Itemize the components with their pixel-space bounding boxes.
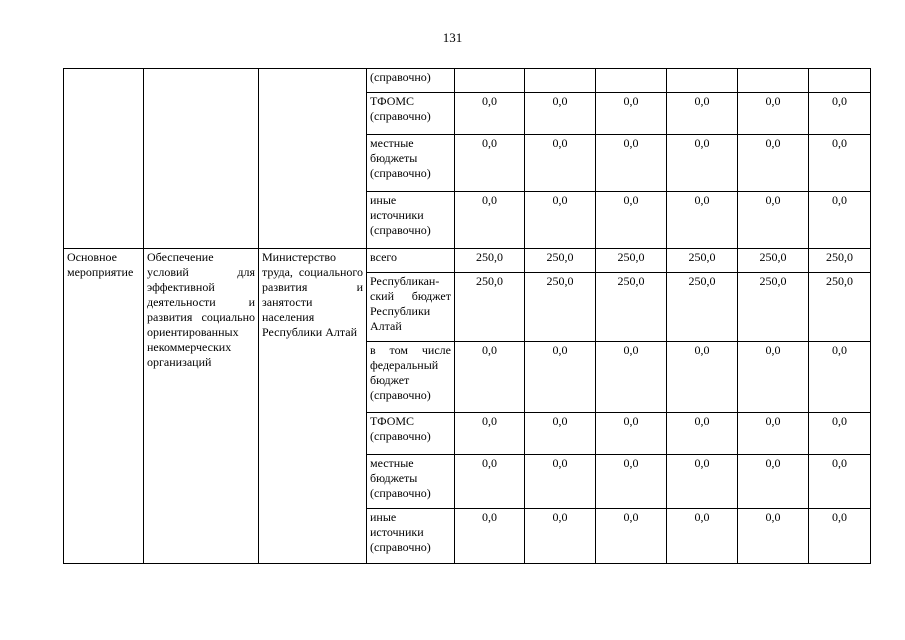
measure-type-cell: Основное мероприятие xyxy=(64,249,144,564)
funding-source-cell: всего xyxy=(367,249,455,273)
value-cell: 0,0 xyxy=(738,342,809,413)
value-cell: 0,0 xyxy=(667,342,738,413)
value-cell: 0,0 xyxy=(738,192,809,249)
value-cell: 0,0 xyxy=(525,509,596,564)
value-cell: 0,0 xyxy=(455,135,525,192)
value-cell: 0,0 xyxy=(667,455,738,509)
value-cell: 250,0 xyxy=(455,249,525,273)
name-cell-empty xyxy=(144,69,259,249)
value-cell: 0,0 xyxy=(525,93,596,135)
value-cell: 0,0 xyxy=(455,455,525,509)
value-cell xyxy=(809,69,871,93)
value-cell xyxy=(455,69,525,93)
table-row xyxy=(64,69,871,93)
value-cell: 0,0 xyxy=(455,413,525,455)
value-cell: 0,0 xyxy=(596,413,667,455)
value-cell: 0,0 xyxy=(667,135,738,192)
measure-name-cell: Обеспечение условий для эффективной деятельности и развития социально ориентированных некоммерческих организаций xyxy=(144,249,259,564)
value-cell: 0,0 xyxy=(455,509,525,564)
value-cell: 250,0 xyxy=(738,249,809,273)
value-cell: 0,0 xyxy=(667,413,738,455)
value-cell: 0,0 xyxy=(809,342,871,413)
funding-source-cell: в том числе федеральный бюджет (справочно) xyxy=(367,342,455,413)
value-cell: 0,0 xyxy=(525,192,596,249)
funding-source-cell: Республикан-ский бюджет Республики Алтай xyxy=(367,273,455,342)
funding-source-cell: местные бюджеты (справочно) xyxy=(367,135,455,192)
value-cell: 0,0 xyxy=(809,135,871,192)
value-cell: 250,0 xyxy=(455,273,525,342)
value-cell: 250,0 xyxy=(667,273,738,342)
value-cell: 0,0 xyxy=(809,192,871,249)
value-cell: 0,0 xyxy=(596,93,667,135)
value-cell xyxy=(525,69,596,93)
value-cell: 0,0 xyxy=(525,342,596,413)
funding-source-cell: ТФОМС (справочно) xyxy=(367,93,455,135)
funding-source-cell: (справочно) xyxy=(367,69,455,93)
value-cell: 250,0 xyxy=(596,249,667,273)
funding-source-cell: иные источники (справочно) xyxy=(367,509,455,564)
value-cell: 0,0 xyxy=(596,509,667,564)
value-cell: 0,0 xyxy=(738,413,809,455)
value-cell: 0,0 xyxy=(525,413,596,455)
value-cell: 250,0 xyxy=(809,249,871,273)
page-number: 131 xyxy=(442,30,463,45)
value-cell xyxy=(667,69,738,93)
executor-cell-empty xyxy=(259,69,367,249)
funding-source-cell: ТФОМС (справочно) xyxy=(367,413,455,455)
value-cell: 0,0 xyxy=(667,509,738,564)
type-cell-empty xyxy=(64,69,144,249)
value-cell: 0,0 xyxy=(596,342,667,413)
value-cell: 0,0 xyxy=(809,413,871,455)
value-cell: 250,0 xyxy=(525,249,596,273)
value-cell: 250,0 xyxy=(596,273,667,342)
value-cell: 0,0 xyxy=(738,509,809,564)
value-cell xyxy=(738,69,809,93)
value-cell: 0,0 xyxy=(667,192,738,249)
value-cell: 0,0 xyxy=(525,455,596,509)
value-cell: 0,0 xyxy=(596,192,667,249)
value-cell: 250,0 xyxy=(525,273,596,342)
value-cell xyxy=(596,69,667,93)
value-cell: 0,0 xyxy=(738,135,809,192)
value-cell: 0,0 xyxy=(809,509,871,564)
table-row xyxy=(64,249,871,273)
value-cell: 0,0 xyxy=(809,455,871,509)
value-cell: 0,0 xyxy=(667,93,738,135)
funding-source-cell: иные источники (справочно) xyxy=(367,192,455,249)
value-cell: 0,0 xyxy=(525,135,596,192)
value-cell: 0,0 xyxy=(738,455,809,509)
funding-source-cell: местные бюджеты (справочно) xyxy=(367,455,455,509)
value-cell: 250,0 xyxy=(809,273,871,342)
value-cell: 0,0 xyxy=(455,192,525,249)
financing-table xyxy=(63,68,871,564)
value-cell: 0,0 xyxy=(455,93,525,135)
value-cell: 0,0 xyxy=(738,93,809,135)
value-cell: 0,0 xyxy=(809,93,871,135)
value-cell: 250,0 xyxy=(738,273,809,342)
value-cell: 0,0 xyxy=(596,455,667,509)
value-cell: 0,0 xyxy=(596,135,667,192)
value-cell: 0,0 xyxy=(455,342,525,413)
value-cell: 250,0 xyxy=(667,249,738,273)
measure-executor-cell: Министерство труда, социального развития и занятости населения Республики Алтай xyxy=(259,249,367,564)
